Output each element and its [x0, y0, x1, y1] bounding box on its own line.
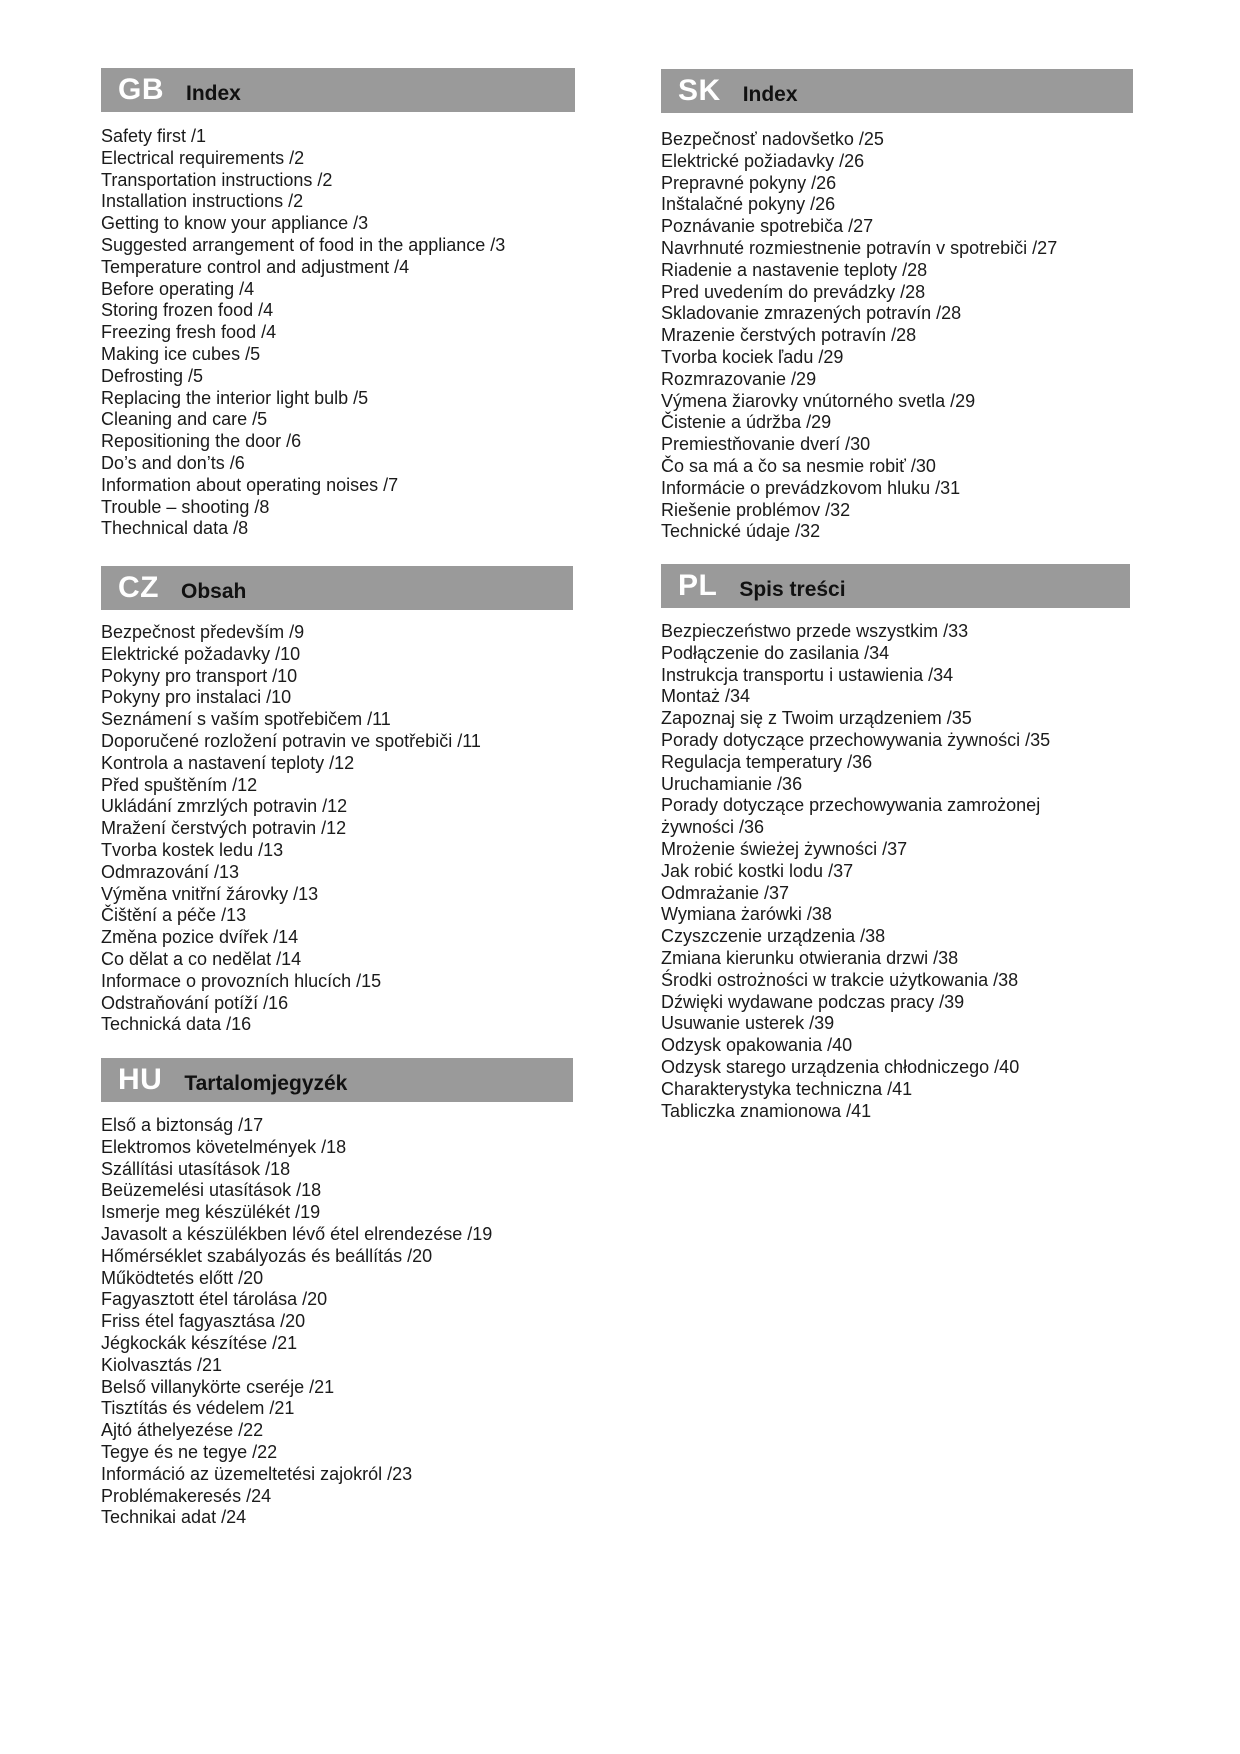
toc-entry: Kiolvasztás /21	[101, 1354, 223, 1375]
toc-entry: Pokyny pro instalaci /10	[101, 687, 292, 708]
toc-list-hu	[101, 1115, 573, 1529]
toc-entry: Uruchamianie /36	[661, 773, 803, 794]
toc-entry: Informace o provozních hlucích /15	[101, 970, 382, 991]
toc-entry: Ajtó áthelyezése /22	[101, 1420, 264, 1441]
toc-entry: Poznávanie spotrebiča /27	[661, 216, 874, 237]
language-code: HU	[118, 1063, 163, 1096]
toc-entry: Transportation instructions /2	[101, 169, 333, 190]
toc-entry: Porady dotyczące przechowywania żywności /35	[661, 729, 1051, 750]
toc-entry: Javasolt a készülékben lévő étel elrendezése /19	[101, 1223, 493, 1244]
section-title: Index	[186, 81, 241, 105]
toc-list-cz	[101, 622, 573, 1036]
toc-entry: Storing frozen food /4	[101, 300, 274, 321]
toc-list-sk	[661, 129, 1133, 543]
toc-entry: Elektrické požadavky /10	[101, 643, 301, 664]
toc-entry: Čo sa má a čo sa nesmie robiť /30	[661, 455, 936, 476]
toc-entry: Beüzemelési utasítások /18	[101, 1180, 322, 1201]
toc-entry: Riešenie problémov /32	[661, 499, 851, 520]
toc-entry: Elektromos követelmények /18	[101, 1136, 347, 1157]
toc-entry: Tisztítás és védelem /21	[101, 1398, 295, 1419]
toc-entry: Hőmérséklet szabályozás és beállítás /20	[101, 1245, 433, 1266]
toc-entry: Riadenie a nastavenie teploty /28	[661, 259, 928, 280]
toc-list-pl	[661, 621, 1130, 1122]
toc-entry: Odzysk opakowania /40	[661, 1035, 853, 1056]
toc-entry: Seznámení s vaším spotřebičem /11	[101, 709, 391, 730]
section-header-hu	[101, 1058, 573, 1102]
toc-entry: Mražení čerstvých potravin /12	[101, 818, 347, 839]
toc-entry: Výměna vnitřní žárovky /13	[101, 883, 319, 904]
toc-entry: Inštalačné pokyny /26	[661, 194, 836, 215]
toc-entry: Első a biztonság /17	[101, 1115, 264, 1135]
toc-entry: Środki ostrożności w trakcie użytkowania /38	[661, 969, 1019, 990]
toc-entry: Doporučené rozložení potravin ve spotřebiči /11	[101, 730, 481, 751]
toc-entry: Freezing fresh food /4	[101, 322, 277, 343]
section-title: Spis treści	[739, 577, 846, 601]
toc-entry: Suggested arrangement of food in the appliance /3	[101, 234, 506, 255]
toc-entry: Změna pozice dvířek /14	[101, 927, 299, 948]
section-header-gb	[101, 68, 575, 112]
toc-entry: Jak robić kostki lodu /37	[661, 860, 854, 881]
section-title: Tartalomjegyzék	[184, 1071, 348, 1095]
toc-entry: Technická data /16	[101, 1014, 252, 1035]
toc-entry: Működtetés előtt /20	[101, 1267, 264, 1288]
toc-entry: Getting to know your appliance /3	[101, 213, 369, 234]
section-header-sk	[661, 69, 1133, 113]
toc-entry: Do’s and don’ts /6	[101, 452, 245, 473]
section-cz-obsah	[101, 566, 573, 1036]
toc-entry: Bezpieczeństwo przede wszystkim /33	[661, 621, 969, 641]
toc-entry: Defrosting /5	[101, 365, 204, 386]
toc-entry: Belső villanykörte cseréje /21	[101, 1376, 335, 1397]
toc-entry: Making ice cubes /5	[101, 343, 261, 364]
section-header-pl	[661, 564, 1130, 608]
toc-entry: Skladovanie zmrazených potravín /28	[661, 303, 962, 324]
toc-entry: Repositioning the door /6	[101, 431, 302, 452]
toc-entry: Porady dotyczące przechowywania zamrożonej żywności /36	[661, 795, 1041, 838]
toc-entry: Jégkockák készítése /21	[101, 1332, 298, 1353]
toc-entry: Výmena žiarovky vnútorného svetla /29	[661, 390, 976, 411]
toc-entry: Mrożenie świeżej żywności /37	[661, 838, 908, 859]
toc-entry: Rozmrazovanie /29	[661, 368, 817, 389]
toc-entry: Trouble – shooting /8	[101, 496, 270, 517]
toc-entry: Čištění a péče /13	[101, 905, 247, 926]
toc-entry: Electrical requirements /2	[101, 147, 305, 168]
section-title: Obsah	[181, 579, 247, 603]
toc-entry: Usuwanie usterek /39	[661, 1013, 835, 1034]
toc-entry: Technické údaje /32	[661, 521, 821, 542]
toc-entry: Friss étel fagyasztása /20	[101, 1311, 306, 1332]
language-code: PL	[678, 569, 718, 602]
toc-entry: Pred uvedením do prevádzky /28	[661, 281, 926, 302]
toc-entry: Co dělat a co nedělat /14	[101, 948, 302, 969]
toc-entry: Before operating /4	[101, 278, 255, 299]
toc-entry: Information about operating noises /7	[101, 474, 399, 495]
section-hu-tartalomjegyzek	[101, 1058, 573, 1529]
toc-entry: Instrukcja transportu i ustawienia /34	[661, 664, 954, 685]
language-code: GB	[118, 73, 164, 106]
section-header-cz	[101, 566, 573, 610]
toc-entry: Bezpečnost především /9	[101, 622, 305, 642]
toc-entry: Montaż /34	[661, 686, 751, 707]
toc-entry: Szállítási utasítások /18	[101, 1158, 291, 1179]
section-gb-index	[101, 68, 575, 540]
toc-entry: Pokyny pro transport /10	[101, 665, 298, 686]
toc-entry: Čistenie a údržba /29	[661, 412, 832, 433]
toc-entry: Odmrazování /13	[101, 861, 240, 882]
toc-entry: Regulacja temperatury /36	[661, 751, 873, 772]
toc-entry: Mrazenie čerstvých potravín /28	[661, 325, 917, 346]
toc-list-gb	[101, 126, 575, 540]
language-code: CZ	[118, 571, 159, 604]
toc-entry: Informácie o prevádzkovom hluku /31	[661, 477, 961, 498]
section-pl-spis-tresci	[661, 564, 1130, 1122]
toc-entry: Bezpečnosť nadovšetko /25	[661, 129, 884, 149]
toc-entry: Elektrické požiadavky /26	[661, 150, 865, 171]
toc-entry: Zapoznaj się z Twoim urządzeniem /35	[661, 708, 972, 729]
toc-entry: Dźwięki wydawane podczas pracy /39	[661, 991, 965, 1012]
toc-entry: Wymiana żarówki /38	[661, 904, 832, 925]
toc-entry: Információ az üzemeltetési zajokról /23	[101, 1463, 413, 1484]
toc-entry: Temperature control and adjustment /4	[101, 256, 410, 277]
section-title: Index	[742, 82, 798, 106]
toc-entry: Odmrażanie /37	[661, 882, 790, 903]
toc-entry: Charakterystyka techniczna /41	[661, 1078, 913, 1099]
toc-entry: Tvorba kociek ľadu /29	[661, 346, 844, 367]
toc-entry: Installation instructions /2	[101, 191, 304, 212]
toc-entry: Replacing the interior light bulb /5	[101, 387, 369, 408]
toc-entry: Technikai adat /24	[101, 1507, 247, 1528]
toc-entry: Kontrola a nastavení teploty /12	[101, 752, 355, 773]
toc-entry: Cleaning and care /5	[101, 409, 268, 430]
toc-entry: Thechnical data /8	[101, 518, 249, 539]
toc-entry: Před spuštěním /12	[101, 774, 258, 795]
toc-entry: Ismerje meg készülékét /19	[101, 1202, 321, 1223]
toc-entry: Problémakeresés /24	[101, 1485, 272, 1506]
toc-entry: Ukládání zmrzlých potravin /12	[101, 796, 348, 817]
toc-entry: Fagyasztott étel tárolása /20	[101, 1289, 328, 1310]
toc-entry: Podłączenie do zasilania /34	[661, 642, 890, 663]
toc-entry: Tabliczka znamionowa /41	[661, 1100, 872, 1121]
toc-entry: Safety first /1	[101, 126, 207, 146]
toc-entry: Premiestňovanie dverí /30	[661, 434, 871, 455]
toc-entry: Tvorba kostek ledu /13	[101, 839, 284, 860]
toc-entry: Odstraňování potíží /16	[101, 992, 289, 1013]
toc-entry: Czyszczenie urządzenia /38	[661, 926, 886, 947]
toc-entry: Odzysk starego urządzenia chłodniczego /40	[661, 1056, 1020, 1077]
toc-entry: Tegye és ne tegye /22	[101, 1441, 278, 1462]
language-code: SK	[678, 74, 721, 107]
section-sk-index	[661, 69, 1133, 543]
toc-entry: Prepravné pokyny /26	[661, 172, 837, 193]
toc-entry: Zmiana kierunku otwierania drzwi /38	[661, 947, 959, 968]
toc-entry: Navrhnuté rozmiestnenie potravín v spotrebiči /27	[661, 237, 1058, 258]
